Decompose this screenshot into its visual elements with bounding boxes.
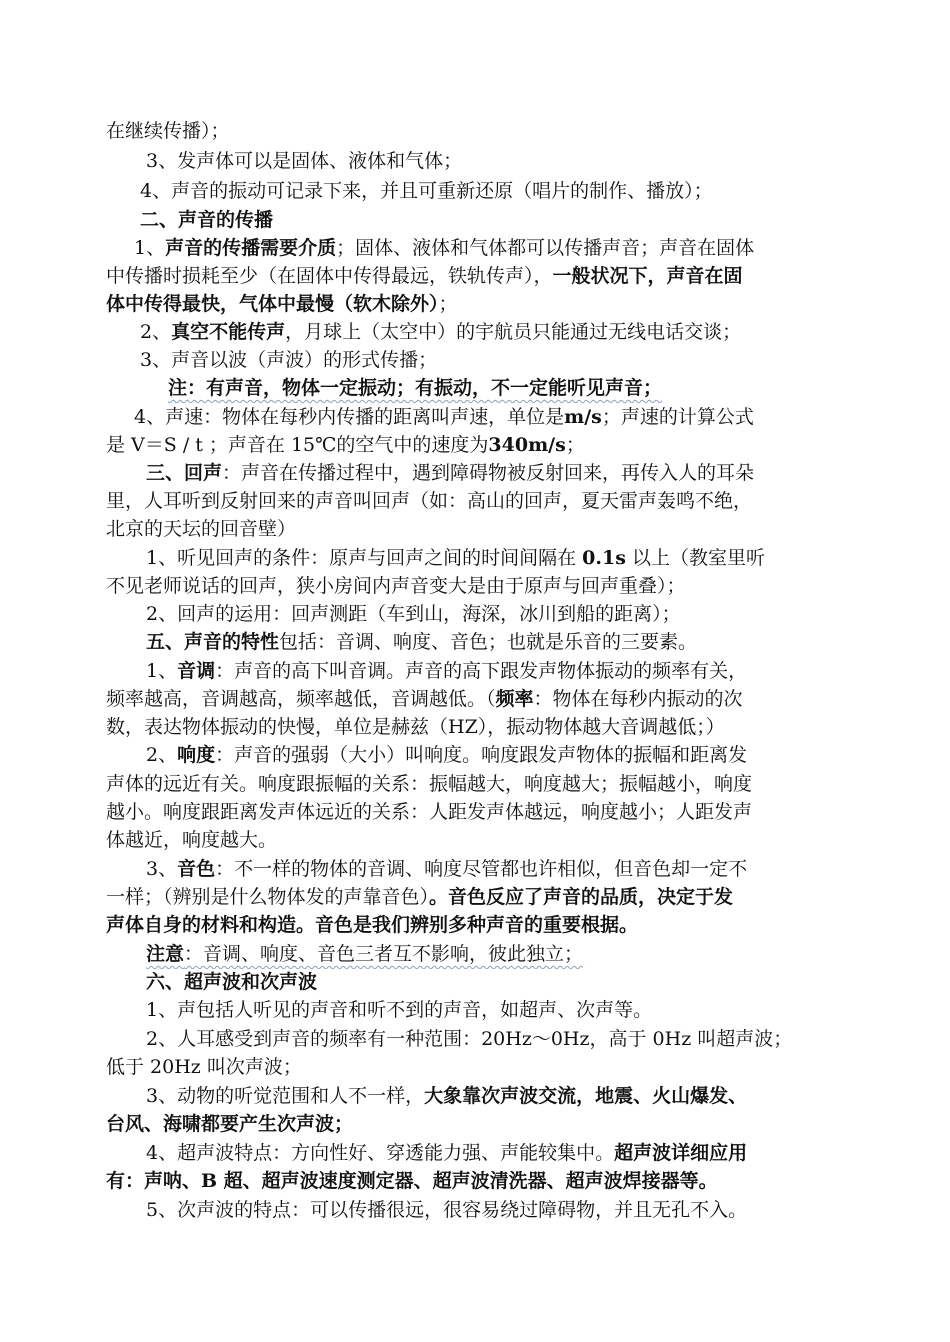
text-line: 是 V＝S / t ；声音在 15℃的空气中的速度为340m/s；: [106, 434, 585, 456]
text-line: 体越近，响度越大。: [106, 829, 278, 851]
text-line: 有：声呐、B 超、超声波速度测定器、超声波清洗器、超声波焊接器等。: [106, 1170, 718, 1192]
text-line: 低于 20Hz 叫次声波；: [106, 1056, 302, 1078]
text-line: 中传播时损耗至少（在固体中传得最远，铁轨传声），一般状况下，声音在固: [106, 265, 743, 287]
text-line: 越小。响度跟距离发声体远近的关系：人距发声体越远，响度越小；人距发声: [106, 801, 753, 823]
text-line: 北京的天坛的回音壁）: [106, 518, 297, 540]
section-heading: 六、超声波和次声波: [146, 971, 318, 993]
section-heading: 二、声音的传播: [140, 209, 274, 231]
text-line: 不见老师说话的回声，狭小房间内声音变大是由于原声与回声重叠）；: [106, 575, 686, 597]
text-line: 数，表达物体振动的快慢，单位是赫兹（HZ），振动物体越大音调越低；）: [106, 716, 725, 738]
text-line: 2、响度：声音的强弱（大小）叫响度。响度跟发声物体的振幅和距离发: [146, 744, 748, 766]
text-line: 台风、海啸都要产生次声波；: [106, 1113, 354, 1135]
text-line: 声体的远近有关。响度跟振幅的关系：振幅越大，响度越大；振幅越小，响度: [106, 773, 753, 795]
text-line: 1、听见回声的条件：原声与回声之间的时间间隔在 0.1s 以上（教室里听: [146, 547, 765, 569]
text-line: 4、声音的振动可记录下来，并且可重新还原（唱片的制作、播放）；: [140, 180, 713, 202]
text-line: 3、音色：不一样的物体的音调、响度尽管都也许相似，但音色却一定不: [146, 858, 748, 880]
text-line: 体中传得最快，气体中最慢（软木除外）；: [106, 293, 458, 315]
text-line: 4、超声波特点：方向性好、穿透能力强、声能较集中。超声波详细应用: [146, 1142, 748, 1164]
text-line: 2、人耳感受到声音的频率有一种范围：20Hz～0Hz，高于 0Hz 叫超声波；: [146, 1028, 793, 1050]
text-line: 在继续传播）；: [106, 120, 230, 142]
text-line: 三、回声：声音在传播过程中，遇到障碍物被反射回来，再传入人的耳朵: [146, 462, 755, 484]
text-line: 1、音调：声音的高下叫音调。声音的高下跟发声物体振动的频率有关，: [146, 660, 748, 682]
text-line: 4、声速：物体在每秒内传播的距离叫声速，单位是m/s；声速的计算公式: [134, 406, 754, 428]
note-line: 注：有声音，物体一定振动；有振动，不一定能听见声音；: [168, 377, 663, 399]
text-line: 里，人耳听到反射回来的声音叫回声（如：高山的回声，夏天雷声轰鸣不绝，: [106, 490, 753, 512]
text-line: 声体自身的材料和构造。音色是我们辨别多种声音的重要根据。: [106, 914, 639, 936]
text-line: 频率越高，音调越高，频率越低，音调越低。（频率：物体在每秒内振动的次: [106, 688, 743, 710]
text-line: 2、回声的运用：回声测距（车到山，海深，冰川到船的距离）；: [146, 603, 681, 625]
text-line: 5、次声波的特点：可以传播很远，很容易绕过障碍物，并且无孔不入。: [146, 1199, 748, 1221]
text-line: 3、声音以波（声波）的形式传播；: [140, 349, 438, 371]
text-line: 1、声音的传播需要介质；固体、液体和气体都可以传播声音；声音在固体: [134, 237, 755, 259]
text-line: 一样；（辨别是什么物体发的声靠音色）。音色反应了声音的品质，决定于发: [106, 886, 734, 908]
text-line: 3、发声体可以是固体、液体和气体；: [146, 150, 463, 172]
text-line: 3、动物的听觉范围和人不一样，大象靠次声波交流，地震、火山爆发、: [146, 1085, 748, 1107]
text-line: 2、真空不能传声，月球上（太空中）的宇航员只能通过无线电话交谈；: [140, 321, 742, 343]
note-line: 注意：音调、响度、音色三者互不影响，彼此独立；: [146, 943, 584, 965]
text-line: 五、声音的特性包括：音调、响度、音色；也就是乐音的三要素。: [146, 631, 698, 653]
text-line: 1、声包括人听见的声音和听不到的声音，如超声、次声等。: [146, 999, 653, 1021]
